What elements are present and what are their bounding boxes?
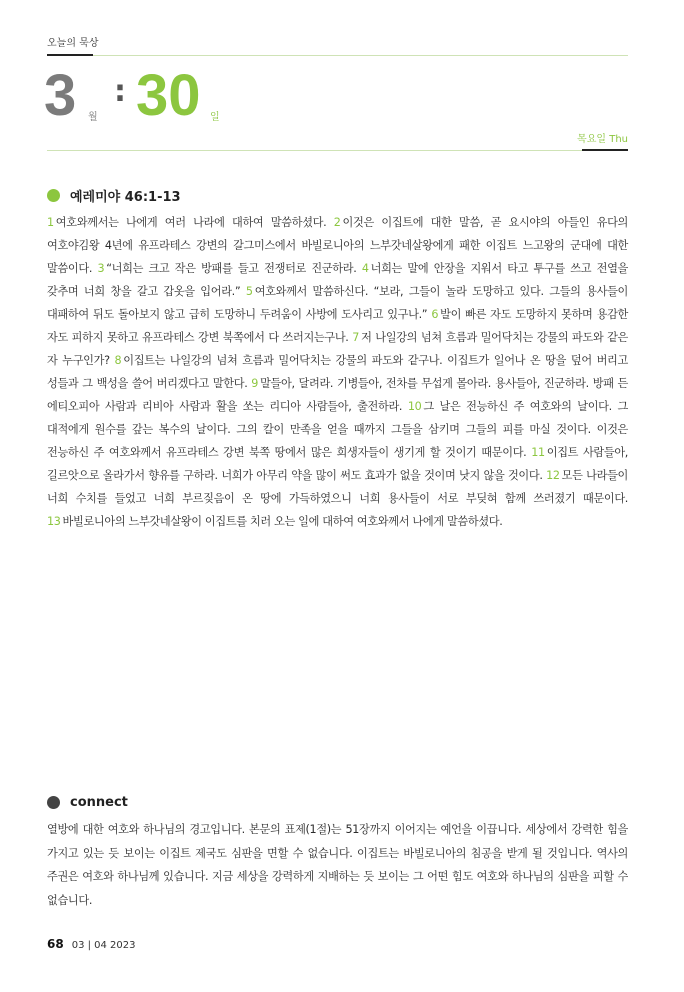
section-label: 오늘의 묵상 bbox=[47, 38, 99, 49]
date-divider bbox=[47, 150, 582, 151]
date-day-unit: 일 bbox=[210, 112, 220, 123]
date-month: 3 bbox=[44, 63, 77, 128]
verse-text: 모든 나라들이 너희 수치를 들었고 너희 부르짖음이 온 땅에 가득하였으니 너희 용사들이 서로 부딪혀 함께 쓰러졌기 때문이다. bbox=[47, 469, 628, 505]
verse-number: 5 bbox=[245, 285, 253, 298]
issue-date: 03 | 04 2023 bbox=[71, 940, 136, 951]
date-day: 30 bbox=[136, 63, 201, 128]
connect-body: 열방에 대한 여호와 하나님의 경고입니다. 본문의 표제(1절)는 51장까지 이어지는 예언을 이끕니다. 세상에서 강력한 힘을 가지고 있는 듯 보이는 이집트 제국도 심판을 면할 수 없습니다. 이집트는 바빌로니아의 침공을 받게 될 것입니다. 역사의 주권은 여호와 하나님께 있습니다. 지금 세상을 강력하게 지배하는 듯 보이는 그 어떤 힘도 여호와 하나님의 심판을 피할 수 없습니다. bbox=[47, 823, 628, 907]
verse-text: 이집트는 나일강의 넘쳐 흐름과 밀어닥치는 강물의 파도와 같구나. 이집트가 일어나 온 땅을 덮어 버리고 성들과 그 백성을 쓸어 버리겠다고 말한다. bbox=[47, 354, 628, 390]
weekday-label: 목요일 Thu bbox=[577, 134, 628, 145]
scripture-heading bbox=[47, 186, 181, 205]
page-footer bbox=[47, 937, 136, 951]
verse-text: 여호와께서는 나에게 여러 나라에 대하여 말씀하셨다. bbox=[55, 216, 327, 229]
verse-number: 10 bbox=[407, 400, 422, 413]
verse-number: 13 bbox=[47, 515, 61, 528]
connect-title: connect bbox=[70, 795, 128, 810]
section-label-underline bbox=[47, 54, 93, 56]
verse-number: 2 bbox=[333, 216, 341, 229]
verse-number: 6 bbox=[431, 308, 439, 321]
page-number: 68 bbox=[47, 937, 64, 951]
verse-number: 4 bbox=[361, 262, 369, 275]
verse-number: 7 bbox=[352, 331, 360, 344]
verse-number: 8 bbox=[114, 354, 122, 367]
verse-number: 12 bbox=[546, 469, 560, 482]
header-divider bbox=[93, 55, 628, 56]
verse-text: 이것은 이집트에 대한 말씀, 곧 요시야의 아들인 유다의 여호야김왕 4년에 유프라테스 강변의 갈그미스에서 바빌로니아의 느부갓네살왕에게 패한 이집트 느고왕의 군대에 대한 말씀이다. bbox=[47, 216, 628, 275]
bullet-dot-icon bbox=[47, 189, 60, 202]
connect-heading bbox=[47, 795, 128, 810]
scripture-reference: 예레미야 46:1-13 bbox=[70, 190, 181, 205]
date-colon: : bbox=[114, 74, 126, 109]
verse-number: 11 bbox=[531, 446, 545, 459]
verse-number: 3 bbox=[97, 262, 105, 275]
verse-text: 이집트 사람들아, 길르앗으로 올라가서 향유를 구하라. 너희가 아무리 약을 많이 써도 효과가 없을 것이며 낫지 않을 것이다. bbox=[47, 446, 628, 482]
verse-text: 여호와께서 말씀하신다. “보라, 그들이 놀라 도망하고 있다. 그들의 용사들이 대패하여 뒤도 돌아보지 않고 급히 도망하니 두려움이 사방에 도사리고 있구나.” bbox=[47, 285, 628, 321]
scripture-passage bbox=[47, 211, 628, 533]
verse-text: 저 나일강의 넘쳐 흐름과 밀어닥치는 강물의 파도와 같은 자 누구인가? bbox=[47, 331, 628, 367]
verse-number: 9 bbox=[251, 377, 259, 390]
date-month-unit: 월 bbox=[88, 112, 98, 123]
verse-text: “너희는 크고 작은 방패를 들고 전쟁터로 진군하라. bbox=[106, 262, 357, 275]
verse-text: 말들아, 달려라. 기병들아, 전차를 무섭게 몰아라. 용사들아, 진군하라. 방패 든 에티오피아 사람과 리비아 사람과 활을 쏘는 리디아 사람들아, 출전하라. bbox=[47, 377, 628, 413]
weekday-underline bbox=[582, 149, 628, 151]
verse-text: 바빌로니아의 느부갓네살왕이 이집트를 치러 오는 일에 대하여 여호와께서 나에게 말씀하셨다. bbox=[62, 515, 503, 528]
verse-number: 1 bbox=[47, 216, 54, 229]
verse-text: 그 날은 전능하신 주 여호와의 날이다. 그 대적에게 원수를 갚는 복수의 날이다. 그의 칼이 만족을 얻을 때까지 그들을 삼키며 그들의 피를 마실 것이다. 이것은 전능하신 주 여호와께서 유프라테스 강변 북쪽 땅에서 많은 희생자들이 생기게 할 것이기 때문이다. bbox=[47, 400, 628, 459]
verse-text: 발이 빠른 자도 도망하지 못하며 용감한 자도 피하지 못하고 유프라테스 강변 북쪽에서 다 쓰러지는구나. bbox=[47, 308, 628, 344]
bullet-dot-icon bbox=[47, 796, 60, 809]
verse-text: 너희는 말에 안장을 지워서 타고 투구를 쓰고 전열을 갖추며 너희 창을 갈고 갑옷을 입어라.” bbox=[47, 262, 628, 298]
